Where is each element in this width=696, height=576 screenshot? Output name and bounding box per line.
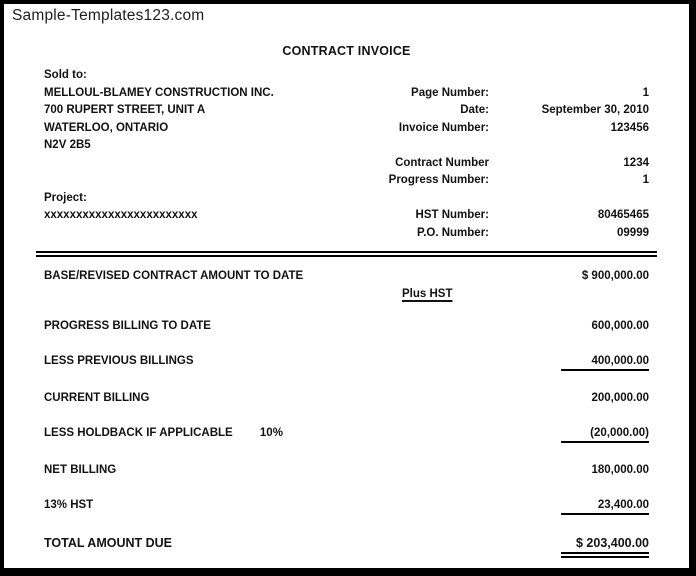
meta-label: P.O. Number:	[417, 226, 489, 239]
meta-value: 123456	[610, 121, 649, 134]
billing-label: BASE/REVISED CONTRACT AMOUNT TO DATE	[44, 270, 304, 282]
plus-hst-note: Plus HST	[402, 288, 453, 300]
billing-amount: 180,000.00	[591, 464, 649, 476]
meta-label: Progress Number:	[388, 174, 489, 186]
sold-to-line: 700 RUPERT STREET, UNIT A	[44, 104, 206, 116]
sold-to-label: Sold to:	[44, 69, 87, 81]
billing-label: CURRENT BILLING	[44, 392, 150, 404]
billing-label: 13% HST	[44, 499, 94, 511]
header-row	[44, 209, 649, 227]
header-row	[44, 104, 649, 122]
header-row	[44, 174, 649, 192]
meta-value: 09999	[617, 226, 649, 239]
billing-label	[44, 427, 283, 439]
header-row	[44, 139, 649, 157]
page-title: CONTRACT INVOICE	[282, 44, 411, 58]
meta-label: HST Number:	[415, 209, 489, 221]
meta-label: Contract Number	[395, 156, 489, 169]
billing-amount: 23,400.00	[561, 499, 649, 515]
meta-value: September 30, 2010	[541, 104, 649, 116]
billing-amount: 600,000.00	[591, 320, 649, 332]
project-label: Project:	[44, 191, 87, 204]
meta-value: 1	[642, 174, 649, 186]
header-row-soldto	[44, 69, 649, 87]
total-due-label: TOTAL AMOUNT DUE	[44, 536, 173, 550]
billing-section	[44, 270, 649, 558]
billing-row-holdback	[44, 427, 649, 443]
double-rule-divider	[36, 251, 657, 257]
meta-label: Date:	[460, 104, 489, 116]
meta-value: 1	[642, 86, 649, 99]
sold-to-line: MELLOUL-BLAMEY CONSTRUCTION INC.	[44, 86, 274, 99]
total-due-amount: $ 203,400.00	[561, 536, 649, 558]
sold-to-line: N2V 2B5	[44, 139, 91, 151]
invoice-header	[44, 69, 649, 244]
billing-label: NET BILLING	[44, 464, 117, 476]
meta-value: 1234	[623, 156, 649, 169]
billing-amount: (20,000.00)	[561, 427, 649, 443]
meta-label: Invoice Number:	[398, 121, 489, 134]
holdback-percent: 10%	[259, 427, 283, 439]
billing-row-total-due	[44, 536, 649, 558]
invoice-content	[4, 4, 689, 558]
meta-label: Page Number:	[411, 86, 489, 99]
header-row	[44, 87, 649, 105]
project-value: xxxxxxxxxxxxxxxxxxxxxxxx	[44, 209, 198, 221]
billing-amount: 400,000.00	[561, 355, 649, 371]
billing-row-current-billing	[44, 392, 649, 406]
header-row-project	[44, 192, 649, 210]
header-row	[44, 157, 649, 175]
billing-row-less-previous	[44, 355, 649, 371]
billing-amount: $ 900,000.00	[581, 270, 649, 282]
billing-row-net-billing	[44, 464, 649, 478]
header-row	[44, 227, 649, 245]
billing-row-hst	[44, 499, 649, 515]
header-row	[44, 122, 649, 140]
meta-value: 80465465	[597, 209, 649, 221]
holdback-label: LESS HOLDBACK IF APPLICABLE	[44, 427, 233, 439]
sold-to-line: WATERLOO, ONTARIO	[44, 121, 169, 134]
billing-row-base-contract	[44, 270, 649, 284]
billing-amount: 200,000.00	[591, 392, 649, 404]
billing-label: LESS PREVIOUS BILLINGS	[44, 355, 194, 367]
billing-row-progress-billing	[44, 320, 649, 334]
watermark-text: Sample-Templates123.com	[12, 7, 205, 24]
billing-label: PROGRESS BILLING TO DATE	[44, 320, 211, 332]
